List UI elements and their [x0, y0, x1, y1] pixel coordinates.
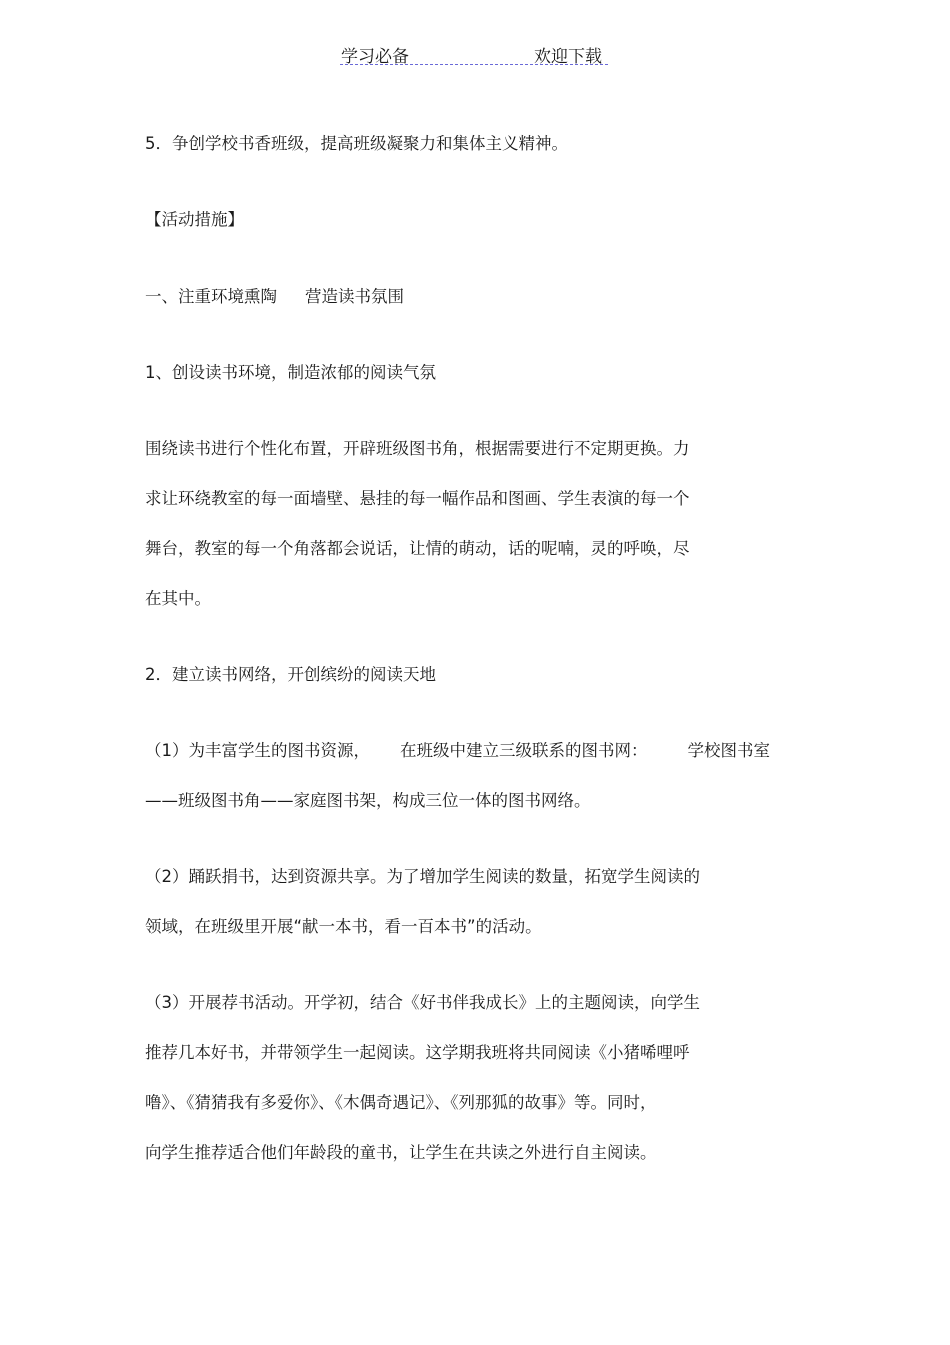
subheading-1: 1、创设读书环境，制造浓郁的阅读气氛	[145, 363, 436, 382]
paragraph-line: 在其中。	[145, 589, 211, 608]
item-3-line: （3）开展荐书活动。开学初，结合《好书伴我成长》上的主题阅读，向学生	[145, 993, 700, 1012]
heading-part-one-b: 营造读书氛围	[305, 287, 404, 306]
subheading-2: 2．建立读书网络，开创缤纷的阅读天地	[145, 665, 436, 684]
paragraph-line: 领域，在班级里开展“献一本书，看一百本书”的活动。	[145, 917, 542, 936]
item-1-part-c: 学校图书室	[687, 741, 770, 760]
paragraph-line: ——班级图书角——家庭图书架，构成三位一体的图书网络。	[145, 791, 591, 810]
heading-part-one	[145, 287, 404, 307]
item-1-line	[145, 741, 770, 761]
item-1-part-a: （1）为丰富学生的图书资源，	[145, 741, 370, 760]
paragraph-line: 噜》、《猜猜我有多爱你》、《木偶奇遇记》、《列那狐的故事》等。同时，	[145, 1093, 657, 1112]
header-dashed-rule	[340, 64, 608, 65]
header-right-text: 欢迎下载	[534, 47, 602, 67]
paragraph-line: 推荐几本好书，并带领学生一起阅读。这学期我班将共同阅读《小猪唏哩呼	[145, 1043, 690, 1062]
paragraph-line: 求让环绕教室的每一面墙壁、悬挂的每一幅作品和图画、学生表演的每一个	[145, 489, 690, 508]
item-1-part-b: 在班级中建立三级联系的图书网：	[400, 741, 648, 760]
paragraph-line: 舞台，教室的每一个角落都会说话，让情的萌动，话的呢喃，灵的呼唤，尽	[145, 539, 690, 558]
item-2-line: （2）踊跃捐书，达到资源共享。为了增加学生阅读的数量，拓宽学生阅读的	[145, 867, 700, 886]
paragraph-line: 围绕读书进行个性化布置，开辟班级图书角，根据需要进行不定期更换。力	[145, 439, 690, 458]
page-header	[0, 42, 950, 68]
paragraph-line: 向学生推荐适合他们年龄段的童书，让学生在共读之外进行自主阅读。	[145, 1143, 657, 1162]
heading-part-one-a: 一、注重环境熏陶	[145, 287, 277, 306]
section-heading-measures: 【活动措施】	[145, 210, 244, 229]
header-left-text: 学习必备	[341, 47, 409, 67]
goal-item-5: 5．争创学校书香班级，提高班级凝聚力和集体主义精神。	[145, 134, 568, 153]
